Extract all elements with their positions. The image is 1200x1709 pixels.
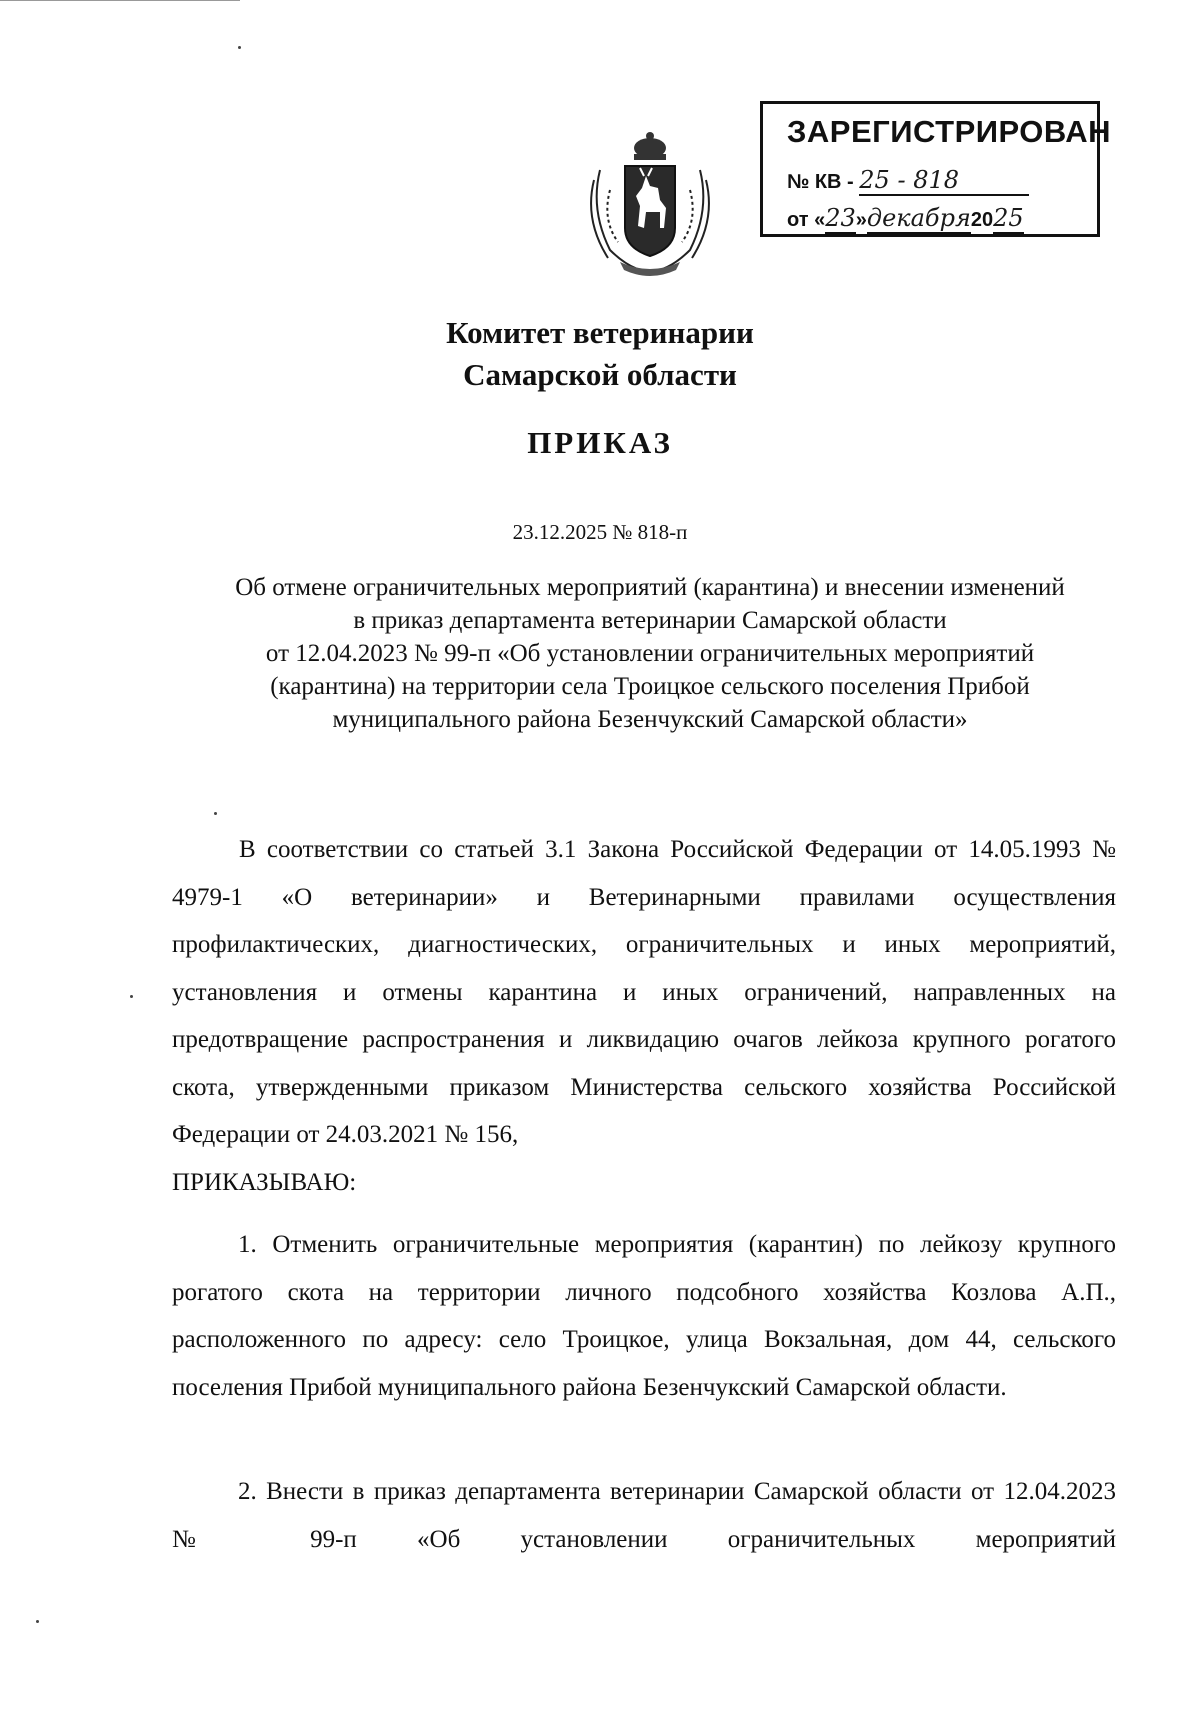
stamp-date-year-suffix: 25 <box>993 204 1024 232</box>
registration-stamp <box>760 101 1112 237</box>
document-type-title: ПРИКАЗ <box>527 425 673 460</box>
preamble-paragraph: В соответствии со статьей 3.1 Закона Российской Федерации от 14.05.1993 № 4979-1 «О ветеринарии» и Ветеринарными правилами осуществления профилактических, диагностических, ограничительных и иных мероприятий, установления и отмены карантина и иных ограничений, направленных на предотвращение распространения и ликвидацию очагов лейкоза крупного рогатого скота, утвержденными приказом Министерства сельского хозяйства Российской Федерации от 24.03.2021 № 156, <box>172 836 1116 1148</box>
stamp-date-prefix: от « <box>787 209 826 231</box>
scan-speck <box>214 812 217 815</box>
stamp-number-handwritten: 25 - 818 <box>859 166 1029 196</box>
subject-line2: в приказ департамента ветеринарии Самарской области <box>353 607 947 634</box>
stamp-date-day: 23 <box>825 204 856 232</box>
coat-of-arms-emblem <box>580 130 720 280</box>
scan-speck <box>130 995 133 998</box>
order-date-number: 23.12.2025 № 818-п <box>512 520 688 544</box>
stamp-date-month: декабря <box>866 204 971 232</box>
organization-name <box>0 312 1200 396</box>
order-item-2 <box>172 1468 1116 1563</box>
scan-edge-line <box>0 0 240 1</box>
order-subject <box>170 571 1130 736</box>
subject-line3: от 12.04.2023 № 99-п «Об установлении ограничительных мероприятий <box>265 640 1035 667</box>
order-item-2-text: 2. Внести в приказ департамента ветеринарии Самарской области от 12.04.2023 № 99-п «Об установлении ограничительных мероприятий <box>172 1478 1116 1553</box>
subject-line5: муниципального района Безенчукский Самарской области» <box>332 706 968 733</box>
directive-word: ПРИКАЗЫВАЮ: <box>172 1168 357 1196</box>
order-item-1 <box>172 1221 1116 1411</box>
stamp-number-prefix: № КВ - <box>787 171 860 193</box>
order-item-1-text: 1. Отменить ограничительные мероприятия (карантин) по лейкозу крупного рогатого скота на территории личного подсобного хозяйства Козлова А.П., расположенного по адресу: село Троицкое, улица Вокзальная, дом 44, сельского поселения Прибой муниципального района Безенчукский Самарской области. <box>172 1231 1116 1401</box>
stamp-date-separator: » <box>855 209 867 231</box>
subject-line4: (карантина) на территории села Троицкое сельского поселения Прибой <box>270 673 1030 700</box>
scan-speck <box>36 1620 39 1623</box>
stamp-registration-date <box>787 204 1024 234</box>
stamp-title: ЗАРЕГИСТРИРОВАН <box>787 114 1112 149</box>
organization-name-line1: Комитет ветеринарии <box>446 315 754 350</box>
stamp-registration-number <box>787 166 1029 196</box>
organization-name-line2: Самарской области <box>463 357 737 392</box>
subject-line1: Об отмене ограничительных мероприятий (карантина) и внесении изменений <box>235 574 1065 601</box>
scan-speck <box>238 46 241 49</box>
preamble-block <box>172 826 1116 1206</box>
stamp-date-year-prefix: 20 <box>970 209 994 231</box>
